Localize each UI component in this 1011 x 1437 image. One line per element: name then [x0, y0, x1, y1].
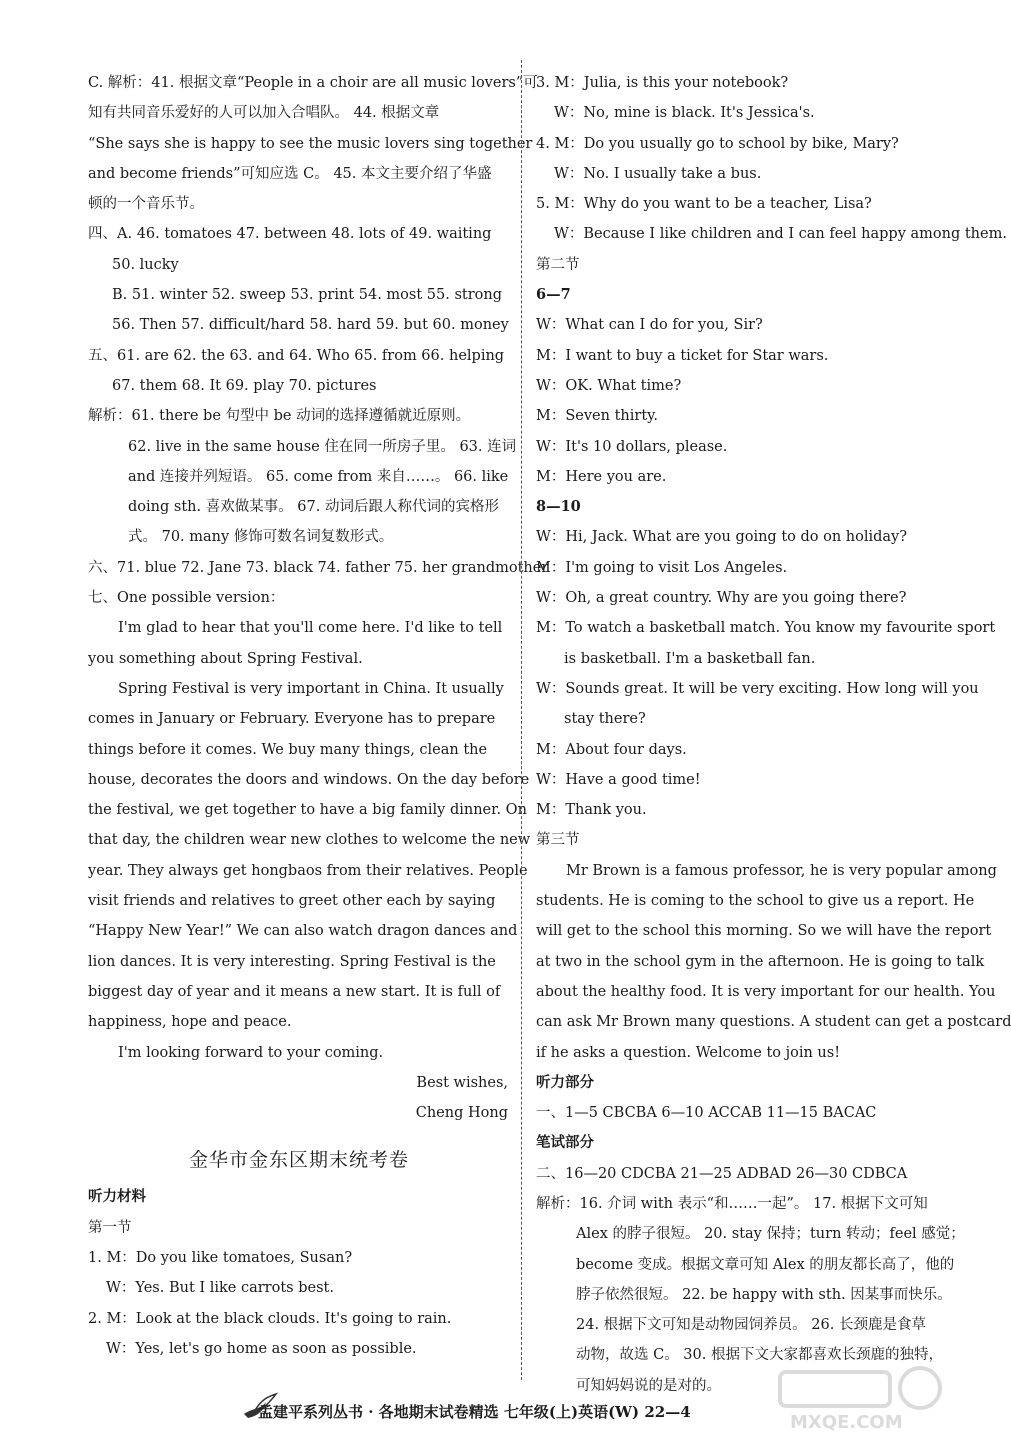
- svg-text:MXQE.COM: MXQE.COM: [790, 1412, 903, 1433]
- left-text-line-11: 67. them 68. It 69. play 70. pictures: [112, 377, 377, 394]
- right-text-line-33: if he asks a question. Welcome to join us!: [536, 1044, 841, 1061]
- left-text-line-31: biggest day of year and it means a new start. It is full of: [88, 983, 501, 1000]
- right-text-line-27: Mr Brown is a famous professor, he is very popular among: [566, 862, 997, 879]
- right-text-line-40: become 变成。根据文章可知 Alex 的朋友都长高了，他的: [576, 1256, 955, 1273]
- left-text-line-20: you something about Spring Festival.: [88, 650, 363, 667]
- right-text-line-31: about the healthy food. It is very important for our health. You: [536, 983, 996, 1000]
- right-text-line-38: 解析：16. 介词 with 表示“和……一起”。 17. 根据下文可知: [536, 1195, 928, 1212]
- left-text-line-8: B. 51. winter 52. sweep 53. print 54. most 55. strong: [112, 287, 502, 304]
- right-text-line-11: W：OK. What time?: [536, 377, 682, 394]
- watermark-logo: [760, 1364, 960, 1434]
- right-text-line-7: 第二节: [536, 256, 580, 273]
- left-listening-line-3: 1. M：Do you like tomatoes, Susan?: [88, 1249, 353, 1266]
- left-column: [88, 68, 549, 1364]
- left-text-line-12: 解析：61. there be 句型中 be 动词的选择遵循就近原则。: [88, 408, 471, 425]
- left-text-line-30: lion dances. It is very interesting. Spring Festival is the: [88, 953, 496, 970]
- left-listening-line-2: 第一节: [88, 1219, 132, 1236]
- right-text-line-42: 24. 根据下文可知是动物园饲养员。 26. 长颈鹿是食草: [576, 1317, 926, 1334]
- left-text-line-5: 顿的一个音乐节。: [88, 196, 204, 213]
- right-text-line-44: 可知妈妈说的是对的。: [576, 1377, 721, 1394]
- right-text-line-2: W：No, mine is black. It's Jessica's.: [554, 105, 815, 122]
- right-text-line-18: W：Oh, a great country. Why are you going there?: [536, 590, 907, 607]
- right-text-line-23: M：About four days.: [536, 741, 687, 758]
- left-listening-line-6: W：Yes, let's go home as soon as possible.: [106, 1340, 417, 1357]
- right-text-line-41: 脖子依然很短。 22. be happy with sth. 因某事而快乐。: [576, 1286, 952, 1303]
- left-text-line-19: I'm glad to hear that you'll come here. I'd like to tell: [118, 620, 503, 637]
- left-text-line-9: 56. Then 57. difficult/hard 58. hard 59. but 60. money: [112, 317, 509, 334]
- right-text-line-21: W：Sounds great. It will be very exciting. How long will you: [536, 680, 979, 697]
- right-text-line-37: 二、16—20 CDCBA 21—25 ADBAD 26—30 CDBCA: [536, 1165, 908, 1182]
- right-text-line-13: W：It's 10 dollars, please.: [536, 438, 728, 455]
- left-text-line-2: 知有共同音乐爱好的人可以加入合唱队。 44. 根据文章: [88, 105, 440, 122]
- left-text-line-17: 六、71. blue 72. Jane 73. black 74. father 75. her grandmother: [88, 559, 549, 576]
- right-text-line-17: M：I'm going to visit Los Angeles.: [536, 559, 788, 576]
- left-text-line-16: 式。 70. many 修饰可数名词复数形式。: [128, 529, 394, 546]
- right-text-line-6: W：Because I like children and I can feel happy among them.: [554, 226, 1007, 243]
- right-text-line-35: 一、1—5 CBCBA 6—10 ACCAB 11—15 BACAC: [536, 1105, 877, 1122]
- right-text-line-36: 笔试部分: [536, 1134, 594, 1152]
- left-text-line-34: Best wishes,: [416, 1074, 508, 1091]
- right-text-line-29: will get to the school this morning. So we will have the report: [536, 923, 992, 940]
- left-text-line-28: visit friends and relatives to greet other each by saying: [88, 893, 496, 910]
- right-text-line-8: 6—7: [536, 286, 571, 304]
- right-text-line-1: 3. M：Julia, is this your notebook?: [536, 75, 789, 91]
- right-text-line-5: 5. M：Why do you want to be a teacher, Lisa?: [536, 196, 872, 213]
- left-text-line-25: the festival, we get together to have a big family dinner. On: [88, 802, 527, 819]
- right-text-line-43: 动物，故选 C。 30. 根据下文大家都喜欢长颈鹿的独特，: [576, 1347, 943, 1364]
- left-text-line-10: 五、61. are 62. the 63. and 64. Who 65. from 66. helping: [88, 347, 505, 364]
- right-text-line-9: W：What can I do for you, Sir?: [536, 317, 763, 334]
- right-text-line-16: W：Hi, Jack. What are you going to do on holiday?: [536, 529, 908, 546]
- right-text-line-14: M：Here you are.: [536, 468, 667, 485]
- left-text-line-26: that day, the children wear new clothes to welcome the new: [88, 832, 531, 849]
- left-text-line-35: Cheng Hong: [415, 1105, 508, 1122]
- left-text-line-13: 62. live in the same house 住在同一所房子里。 63. 连词: [128, 438, 517, 455]
- left-text-line-24: house, decorates the doors and windows. On the day before: [88, 771, 530, 788]
- left-text-line-27: year. They always get hongbaos from their relatives. People: [88, 862, 528, 879]
- right-text-line-4: W：No. I usually take a bus.: [554, 165, 762, 182]
- left-text-line-15: doing sth. 喜欢做某事。 67. 动词后跟人称代词的宾格形: [128, 499, 499, 516]
- left-text-line-7: 50. lucky: [112, 256, 179, 273]
- left-text-line-18: 七、One possible version：: [88, 590, 285, 607]
- right-text-line-28: students. He is coming to the school to give us a report. He: [536, 893, 975, 910]
- right-text-line-19: M：To watch a basketball match. You know my favourite sport: [536, 620, 996, 637]
- left-listening-line-4: W：Yes. But I like carrots best.: [106, 1280, 334, 1297]
- right-text-line-25: M：Thank you.: [536, 802, 647, 819]
- left-text-line-21: Spring Festival is very important in China. It usually: [118, 680, 504, 697]
- left-text-line-1: C. 解析：41. 根据文章“People in a choir are all music lovers”可: [88, 75, 538, 91]
- right-text-line-26: 第三节: [536, 832, 580, 849]
- right-text-line-34: 听力部分: [536, 1073, 594, 1091]
- right-text-line-20: is basketball. I'm a basketball fan.: [564, 650, 816, 667]
- right-text-line-30: at two in the school gym in the afternoon. He is going to talk: [536, 953, 985, 970]
- right-text-line-22: stay there?: [564, 711, 646, 728]
- left-text-line-6: 四、A. 46. tomatoes 47. between 48. lots of 49. waiting: [88, 226, 492, 243]
- left-text-line-23: things before it comes. We buy many things, clean the: [88, 741, 488, 758]
- right-text-line-32: can ask Mr Brown many questions. A student can get a postcard: [536, 1014, 1011, 1031]
- right-text-line-15: 8—10: [536, 498, 581, 516]
- left-text-line-32: happiness, hope and peace.: [88, 1014, 292, 1031]
- right-text-line-24: W：Have a good time!: [536, 771, 701, 788]
- right-text-line-10: M：I want to buy a ticket for Star wars.: [536, 347, 829, 364]
- left-text-line-4: and become friends”可知应选 C。 45. 本文主要介绍了华盛: [88, 165, 492, 182]
- left-text-line-14: and 连接并列短语。 65. come from 来自……。 66. like: [128, 468, 509, 485]
- left-listening-line-1: 听力材料: [88, 1188, 146, 1206]
- right-column: [536, 68, 1011, 1401]
- right-text-line-3: 4. M：Do you usually go to school by bike, Mary?: [536, 135, 899, 152]
- right-text-line-12: M：Seven thirty.: [536, 408, 659, 425]
- left-text-line-29: “Happy New Year!” We can also watch dragon dances and: [88, 923, 518, 940]
- left-listening-line-5: 2. M：Look at the black clouds. It's going to rain.: [88, 1310, 452, 1327]
- left-text-line-22: comes in January or February. Everyone has to prepare: [88, 711, 496, 728]
- column-divider: [521, 60, 522, 1380]
- right-text-line-39: Alex 的脖子很短。 20. stay 保持；turn 转动；feel 感觉；: [576, 1226, 965, 1243]
- exam-title: 金华市金东区期末统考卷: [188, 1149, 409, 1172]
- page-footer: 孟建平系列丛书 · 各地期末试卷精选 七年级(上)英语(W) 22—4: [258, 1403, 691, 1421]
- left-text-line-33: I'm looking forward to your coming.: [118, 1044, 384, 1061]
- left-text-line-3: “She says she is happy to see the music lovers sing together: [88, 135, 533, 152]
